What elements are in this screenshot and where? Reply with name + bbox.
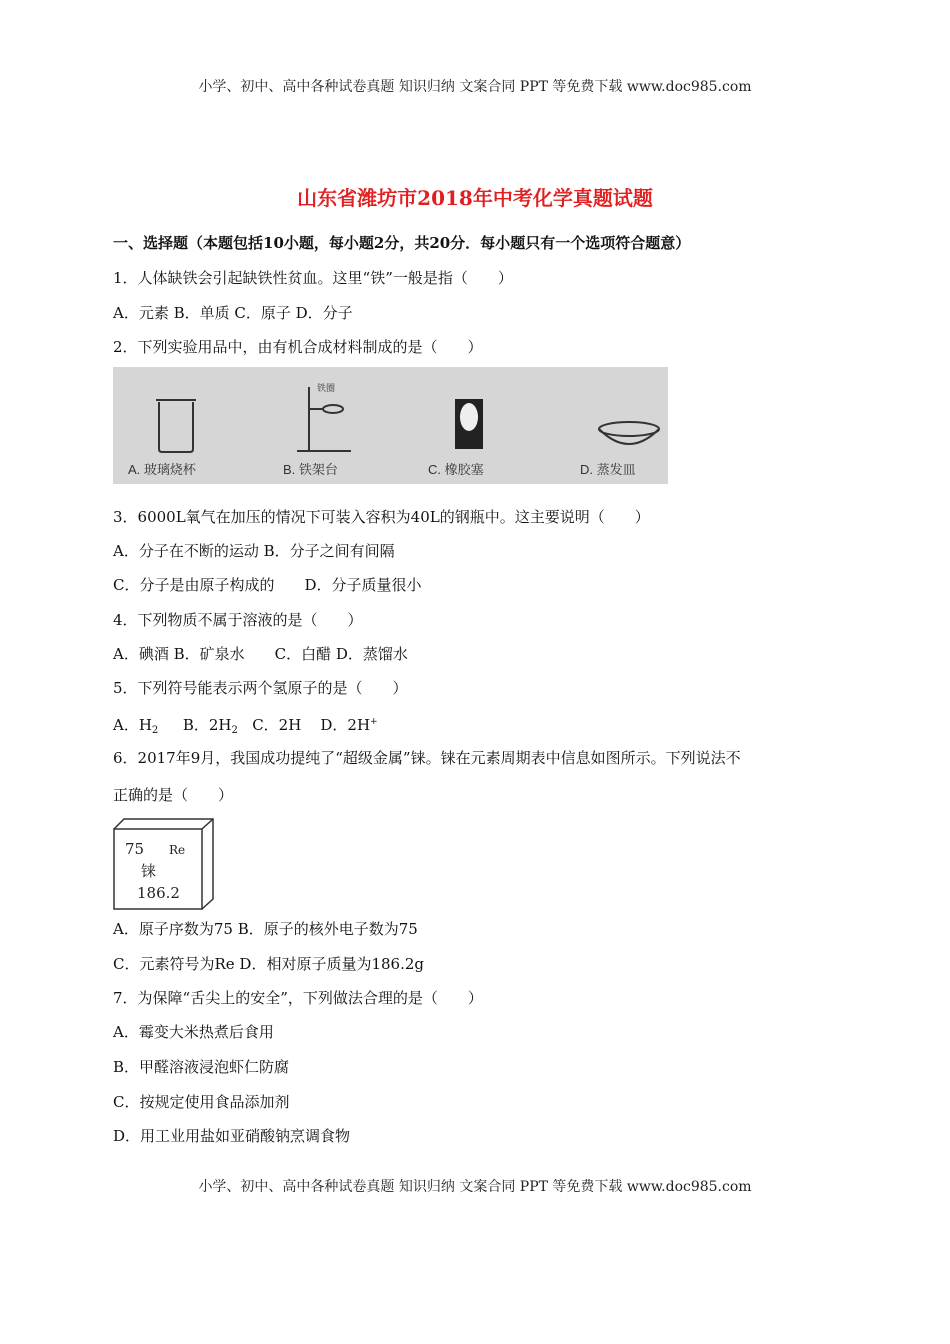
question-4-stem: 4．下列物质不属于溶液的是（ ） [113, 611, 363, 629]
question-5-stem: 5．下列符号能表示两个氢原子的是（ ） [113, 679, 408, 697]
atomic-mass: 186.2 [137, 884, 180, 902]
evaporating-dish-icon [599, 422, 659, 444]
element-tile-figure [113, 818, 215, 910]
atomic-number: 75 [125, 840, 145, 858]
question-7-option-a: A．霉变大米热煮后食用 [113, 1023, 274, 1041]
question-7-option-c: C．按规定使用食品添加剂 [113, 1093, 290, 1111]
question-1-stem: 1．人体缺铁会引起缺铁性贫血。这里“铁”一般是指（ ） [113, 269, 513, 287]
question-2-stem: 2．下列实验用品中，由有机合成材料制成的是（ ） [113, 338, 483, 356]
option-b: B．2H [182, 716, 232, 734]
question-6-options-ab: A．原子序数为75 B．原子的核外电子数为75 [113, 920, 418, 938]
option-d: D．2H [320, 716, 371, 734]
option-a: A．H [113, 716, 152, 734]
figure-label-b: B. 铁架台 [283, 462, 338, 477]
iron-stand-icon [297, 387, 351, 451]
rubber-stopper-icon [455, 399, 483, 449]
lab-equipment-figure [113, 367, 668, 484]
page-footer: 小学、初中、高中各种试卷真题 知识归纳 文案合同 PPT 等免费下载 www.doc985.com [198, 1179, 752, 1195]
question-7-stem: 7．为保障“舌尖上的安全”，下列做法合理的是（ ） [113, 989, 483, 1007]
beaker-icon [156, 400, 196, 452]
question-7-option-d: D．用工业用盐如亚硝酸钠烹调食物 [113, 1127, 351, 1145]
figure-label-c: C. 橡胶塞 [428, 462, 484, 477]
question-6-stem-line2: 正确的是（ ） [113, 786, 234, 804]
question-5-options: A．$H_2$ B．$2H_2$ C．2H D．2H+ [113, 716, 378, 736]
question-3-options-ab: A．分子在不断的运动 B．分子之间有间隔 [113, 542, 395, 560]
question-6-options-cd: C．元素符号为Re D．相对原子质量为186.2g [113, 955, 424, 973]
page-header: 小学、初中、高中各种试卷真题 知识归纳 文案合同 PPT 等免费下载 www.doc985.com [198, 79, 752, 95]
question-1-options: A．元素 B．单质 C．原子 D．分子 [113, 304, 353, 322]
question-3-stem: 3．6000L氧气在加压的情况下可装入容积为40L的钢瓶中。这主要说明（ ） [113, 508, 650, 526]
figure-label-d: D. 蒸发皿 [580, 462, 636, 477]
figure-label-a: A. 玻璃烧杯 [128, 462, 196, 477]
question-6-stem-line1: 6．2017年9月，我国成功提纯了“超级金属”铼。铼在元素周期表中信息如图所示。下列说法不 [113, 749, 741, 767]
ring-label: 铁圈 [317, 383, 336, 393]
option-c: C．2H [252, 716, 302, 734]
page-title: 山东省潍坊市2018年中考化学真题试题 [297, 186, 653, 210]
question-3-options-cd: C．分子是由原子构成的 D．分子质量很小 [113, 576, 422, 594]
question-4-options: A．碘酒 B．矿泉水 C．白醋 D．蒸馏水 [113, 645, 408, 663]
section-heading: 一、选择题（本题包括10小题，每小题2分，共20分．每小题只有一个选项符合题意） [113, 234, 691, 252]
question-7-option-b: B．甲醛溶液浸泡虾仁防腐 [113, 1058, 290, 1076]
element-symbol: Re [169, 843, 186, 857]
element-name: 铼 [141, 862, 157, 880]
